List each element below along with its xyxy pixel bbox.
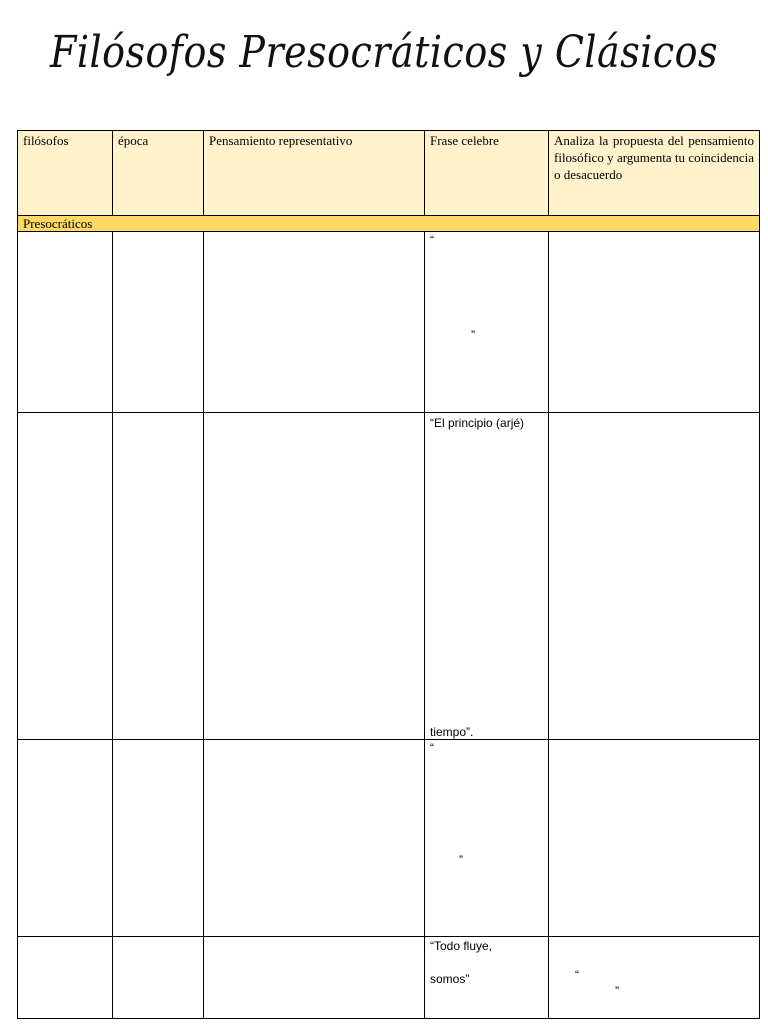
quote-open-mark: “: [430, 233, 434, 247]
header-frase: Frase celebre: [425, 131, 549, 216]
quote-start: “El principio (arjé): [430, 416, 525, 430]
cell-frase[interactable]: [425, 937, 549, 1019]
cell-pensamiento[interactable]: [204, 413, 425, 740]
header-pensamiento: Pensamiento representativo: [204, 131, 425, 216]
cell-pensamiento[interactable]: [204, 937, 425, 1019]
cell-analisis[interactable]: [549, 232, 760, 413]
quote-close-mark: ”: [471, 328, 475, 342]
cell-filosofo[interactable]: [18, 740, 113, 937]
quote-close-mark: ”: [459, 853, 463, 867]
header-epoca: época: [113, 131, 204, 216]
cell-analisis[interactable]: [549, 740, 760, 937]
cell-filosofo[interactable]: [18, 937, 113, 1019]
page-title: Filósofos Presocráticos y Clásicos: [49, 26, 719, 78]
cell-analisis[interactable]: [549, 937, 760, 1019]
quote-start: “Todo fluye,: [430, 939, 493, 953]
cell-filosofo[interactable]: [18, 232, 113, 413]
table-row: [18, 232, 760, 413]
cell-epoca[interactable]: [113, 232, 204, 413]
header-analiza: Analiza la propuesta del pensamiento filosófico y argumenta tu coincidencia o desacuerdo: [549, 131, 760, 216]
quote-end: somos”: [430, 972, 470, 986]
table-row: [18, 740, 760, 937]
quote-end: tiempo”.: [430, 725, 474, 739]
table-row: [18, 413, 760, 740]
cell-epoca[interactable]: [113, 413, 204, 740]
table-header-row: [18, 131, 760, 216]
philosophers-table: [17, 130, 760, 1019]
table-row: [18, 937, 760, 1019]
section-label: Presocráticos: [18, 216, 760, 232]
quote-open-mark: “: [575, 968, 579, 982]
header-filosofos: filósofos: [18, 131, 113, 216]
section-row: [18, 216, 760, 232]
cell-frase[interactable]: [425, 413, 549, 740]
cell-frase[interactable]: [425, 740, 549, 937]
quote-close-mark: ”: [615, 984, 619, 998]
cell-pensamiento[interactable]: [204, 740, 425, 937]
cell-analisis[interactable]: [549, 413, 760, 740]
cell-epoca[interactable]: [113, 740, 204, 937]
quote-open-mark: “: [430, 741, 434, 755]
cell-frase[interactable]: [425, 232, 549, 413]
cell-epoca[interactable]: [113, 937, 204, 1019]
cell-filosofo[interactable]: [18, 413, 113, 740]
cell-pensamiento[interactable]: [204, 232, 425, 413]
